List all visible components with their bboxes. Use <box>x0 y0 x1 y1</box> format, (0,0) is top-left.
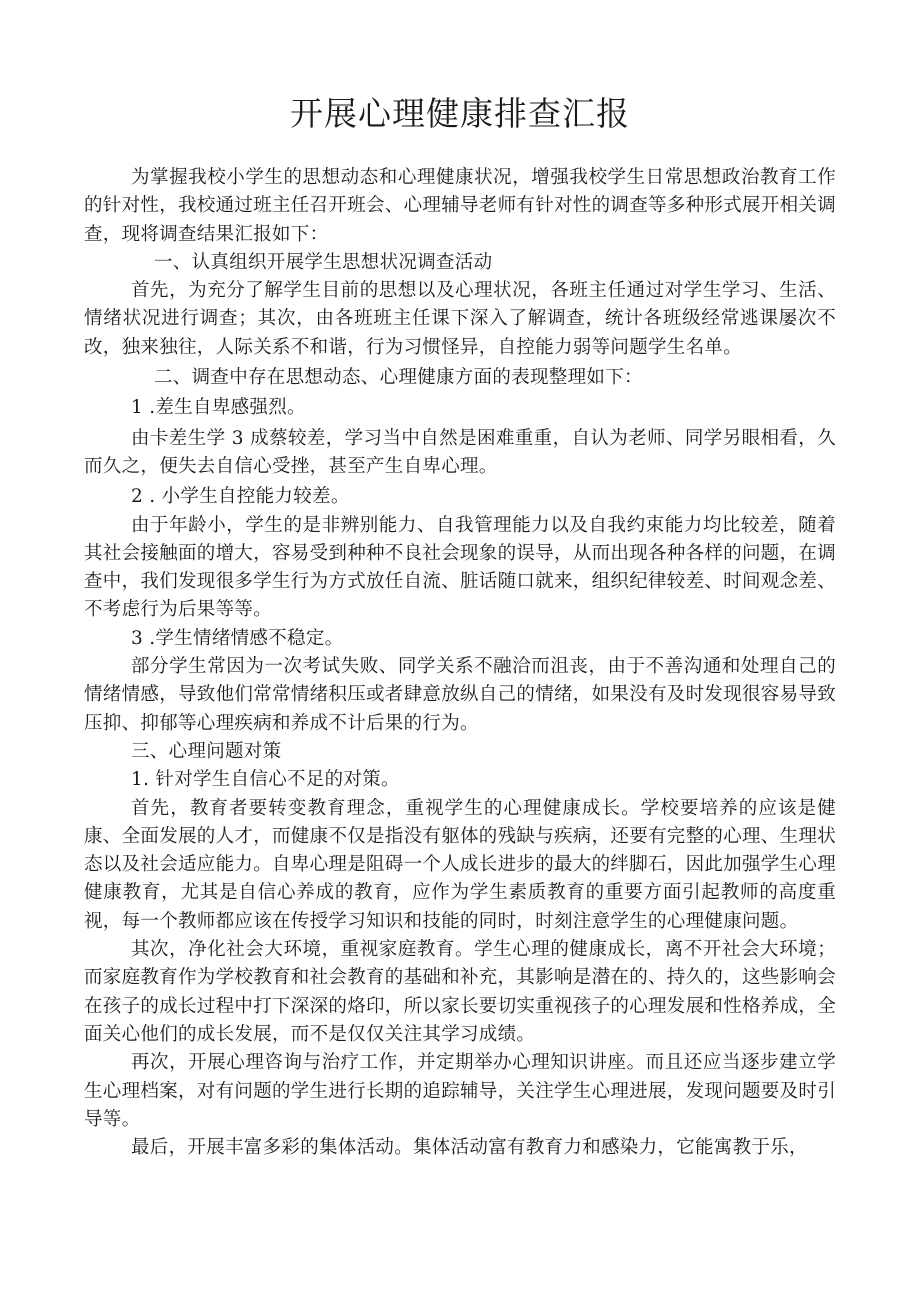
intro-paragraph: 为掌握我校小学生的思想动态和心理健康状况，增强我校学生日常思想政治教育工作的针对性，我校通过班主任召开班会、心理辅导老师有针对性的调查等多种形式展开相关调查，现将调查结果汇报如下： <box>84 167 837 245</box>
body-paragraph: 最后，开展丰富多彩的集体活动。集体活动富有教育力和感染力，它能寓教于乐， <box>131 1137 808 1159</box>
body-paragraph: 首先，教育者要转变教育理念，重视学生的心理健康成长。学校要培养的应该是健康、全面发展的人才，而健康不仅是指没有躯体的残缺与疾病，还要有完整的心理、生理状态以及社会适应能力。自卑心理是阻碍一个人成长进步的最大的绊脚石，因此加强学生心理健康教育，尤其是自信心养成的教育，应作为学生素质教育的重要方面引起教师的高度重视，每一个教师都应该在传授学习知识和技能的同时，时刻注意学生的心理健康问题。 <box>84 797 837 932</box>
body-paragraph: 由于年龄小，学生的是非辨别能力、自我管理能力以及自我约束能力均比较差，随着其社会接触面的增大，容易受到种种不良社会现象的误导，从而出现各种各样的问题，在调查中，我们发现很多学生行为方式放任自流、脏话随口就来，组织纪律较差、时间观念差、不考虑行为后果等等。 <box>84 514 837 621</box>
list-item-2: 2 . 小学生自控能力较差。 <box>131 486 350 508</box>
body-paragraph: 由卡差生学 3 成蔡较差，学习当中自然是困难重重，自认为老师、同学另眼相看，久而久之，便失去自信心受挫，甚至产生自卑心理。 <box>84 427 836 477</box>
list-item-1: 1 .差生自卑感强烈。 <box>131 397 306 419</box>
list-item-strategy-1: 1. 针对学生自信心不足的对策。 <box>131 769 400 791</box>
document-title: 开展心理健康排查汇报 <box>290 94 630 133</box>
body-paragraph: 其次，净化社会大环境，重视家庭教育。学生心理的健康成长，离不开社会大环境；而家庭教育作为学校教育和社会教育的基础和补充，其影响是潜在的、持久的，这些影响会在孩子的成长过程中打下深深的烙印，所以家长要切实重视孩子的心理发展和性格养成，全面关心他们的成长发展，而不是仅仅关注其学习成绩。 <box>84 939 837 1045</box>
section-heading-1: 一、认真组织开展学生思想状况调查活动 <box>154 251 493 273</box>
document-page <box>84 90 836 1162</box>
section-heading-3: 三、心理问题对策 <box>131 740 282 762</box>
list-item-3: 3 .学生情绪情感不稳定。 <box>131 627 344 649</box>
body-paragraph: 部分学生常因为一次考试失败、同学关系不融洽而沮丧，由于不善沟通和处理自己的情绪情感，导致他们常常情绪积压或者肆意放纵自己的情绪，如果没有及时发现很容易导致压抑、抑郁等心理疾病和养成不计后果的行为。 <box>84 656 837 734</box>
section-heading-2: 二、调查中存在思想动态、心理健康方面的表现整理如下： <box>154 367 643 389</box>
body-paragraph: 首先，为充分了解学生目前的思想以及心理状况，各班主任通过对学生学习、生活、情绪状况进行调查；其次，由各班班主任课下深入了解调查，统计各班级经常逃课屡次不改，独来独往，人际关系不和谐，行为习惯怪异，自控能力弱等问题学生名单。 <box>84 280 836 358</box>
body-paragraph: 再次，开展心理咨询与治疗工作，并定期举办心理知识讲座。而且还应当逐步建立学生心理档案，对有问题的学生进行长期的追踪辅导，关注学生心理进展，发现问题要及时引导等。 <box>84 1052 837 1130</box>
